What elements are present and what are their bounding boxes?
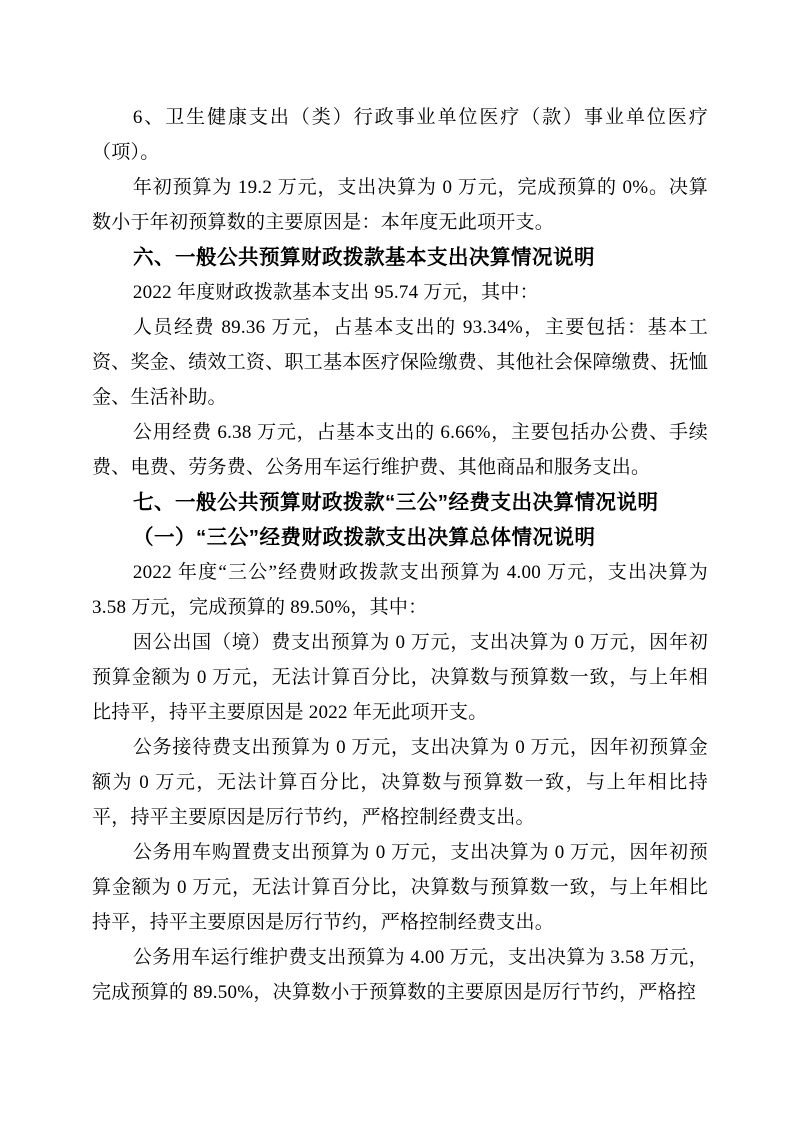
para-public-operating-funds: 公用经费 6.38 万元，占基本支出的 6.66%，主要包括办公费、手续费、电费、劳务费、公务用车运行维护费、其他商品和服务支出。 [92, 422, 708, 478]
heading-section-6-basic-expenditure: 六、一般公共预算财政拨款基本支出决算情况说明 [133, 246, 595, 269]
para-basic-expenditure-total: 2022 年度财政拨款基本支出 95.74 万元，其中： [132, 282, 539, 303]
document-content [92, 100, 708, 1010]
para-item6-health-expense-title: 6、卫生健康支出（类）行政事业单位医疗（款）事业单位医疗（项）。 [92, 107, 708, 163]
heading-section-7-three-public-funds: 七、一般公共预算财政拨款“三公”经费支出决算情况说明 [133, 491, 659, 514]
para-official-reception-expense: 公务接待费支出预算为 0 万元，支出决算为 0 万元，因年初预算金额为 0 万元，无法计算百分比，决算数与预算数一致，与上年相比持平，持平主要原因是厉行节约，严格控制经费支出。 [92, 737, 708, 828]
para-personnel-funds: 人员经费 89.36 万元，占基本支出的 93.34%，主要包括：基本工资、奖金、绩效工资、职工基本医疗保险缴费、其他社会保障缴费、抚恤金、生活补助。 [92, 317, 709, 408]
para-overseas-trips-expense: 因公出国（境）费支出预算为 0 万元，支出决算为 0 万元，因年初预算金额为 0 万元，无法计算百分比，决算数与预算数一致，与上年相比持平，持平主要原因是 2022 年无此项开支。 [92, 632, 708, 723]
para-item6-budget-result: 年初预算为 19.2 万元，支出决算为 0 万元，完成预算的 0%。决算数小于年初预算数的主要原因是：本年度无此项开支。 [92, 177, 708, 233]
heading-section-7-1-overall-situation: （一）“三公”经费财政拨款支出决算总体情况说明 [133, 526, 596, 549]
para-vehicle-operation-expense: 公务用车运行维护费支出预算为 4.00 万元，支出决算为 3.58 万元，完成预算的 89.50%，决算数小于预算数的主要原因是厉行节约，严格控 [92, 947, 708, 1003]
para-three-public-overview: 2022 年度“三公”经费财政拨款支出预算为 4.00 万元，支出决算为 3.58 万元，完成预算的 89.50%，其中： [92, 562, 708, 618]
para-vehicle-purchase-expense: 公务用车购置费支出预算为 0 万元，支出决算为 0 万元，因年初预算金额为 0 万元，无法计算百分比，决算数与预算数一致，与上年相比持平，持平主要原因是厉行节约，严格控制经费支出。 [92, 842, 708, 933]
